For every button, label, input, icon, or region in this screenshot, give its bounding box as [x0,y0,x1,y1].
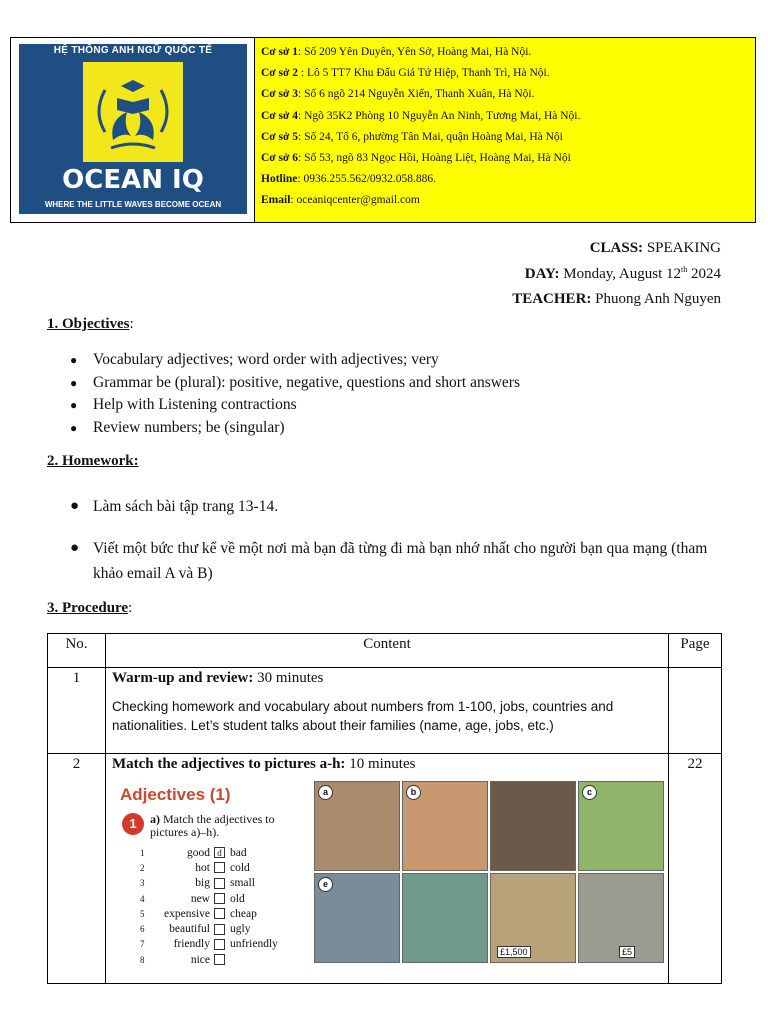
list-item: 3 big small [140,877,255,890]
row-content [106,668,669,754]
task-instruction: a) Match the adjectives to pictures a)–h). [150,812,275,839]
answer-box [214,878,225,889]
price-tag: £1,500 [497,946,531,958]
answer-box [214,862,225,873]
picture-witch [490,781,576,871]
list-item: 2 hot cold [140,861,250,874]
list-item: 4 new old [140,892,245,905]
logo-top-text: HỆ THỐNG ANH NGỮ QUỐC TẾ [53,45,213,56]
hotline: Hotline: 0936.255.562/0932.058.886. [261,173,437,186]
procedure-heading: 3. Procedure: [47,600,133,616]
teacher-line: TEACHER: Phuong Anh Nguyen [512,291,721,307]
row-number: 1 [48,668,106,754]
worksheet-heading: Adjectives (1) [120,785,231,804]
adjective-pairs [140,845,278,967]
answer-box [214,908,225,919]
picture-a: a [314,781,400,871]
list-item: ● Grammar be (plural): positive, negative, questions and short answers [70,372,520,395]
table-header-row [48,634,722,668]
picture-man [402,873,488,963]
row-title: Warm-up and review: 30 minutes [112,670,324,686]
list-item: 7 friendly unfriendly [140,938,278,951]
answer-box [214,893,225,904]
picture-b: b [402,781,488,871]
email: Email: oceaniqcenter@gmail.com [261,194,420,207]
logo-slogan: WHERE THE LITTLE WAVES BECOME OCEAN [44,200,222,209]
branch-line: Cơ sở 2 : Lô 5 TT7 Khu Đấu Giá Tứ Hiệp, Thanh Trì, Hà Nội. [261,67,550,80]
logo [11,38,255,222]
list-item: 1 good d bad [140,846,247,859]
table-row [48,668,722,754]
row-page: 22 [669,754,722,984]
list-item: ● Review numbers; be (singular) [70,417,520,440]
list-item: ● Vocabulary adjectives; word order with adjectives; very [70,349,520,372]
objectives-heading: 1. Objectives: [47,316,134,332]
objectives-list [70,349,520,439]
price-tag: £5 [619,946,635,958]
row-number: 2 [48,754,106,984]
branch-line: Cơ sở 3: Số 6 ngõ 214 Nguyễn Xiển, Thanh Xuân, Hà Nội. [261,88,535,101]
row-title: Match the adjectives to pictures a-h: 10 minutes [112,756,416,772]
branch-info [255,38,755,222]
picture-watch-expensive [490,873,576,963]
day-line: DAY: Monday, August 12th 2024 [524,264,721,282]
class-info [512,236,721,313]
row-page [669,668,722,754]
answer-box [214,924,225,935]
picture-c: c [578,781,664,871]
column-header-no: No. [48,634,106,668]
adjectives-worksheet [112,781,664,966]
dolphin-emblem-icon [83,62,183,162]
list-item: ● Help with Listening contractions [70,394,520,417]
answer-box [214,939,225,950]
worksheet-exercise [112,781,312,966]
answer-box: d [214,847,225,858]
branch-line: Cơ sở 4: Ngõ 35K2 Phòng 10 Nguyễn An Ninh, Tương Mai, Hà Nội. [261,109,581,122]
homework-list [70,494,730,586]
picture-grid [312,781,664,963]
list-item: 6 beautiful ugly [140,923,251,936]
branch-line: Cơ sở 1: Số 209 Yên Duyên, Yên Sở, Hoàng Mai, Hà Nội. [261,46,532,58]
table-row [48,754,722,984]
answer-box [214,954,225,965]
homework-heading: 2. Homework: [47,453,139,469]
list-item: ● Viết một bức thư kể về một nơi mà bạn đã từng đi mà bạn nhớ nhất cho người bạn qua mạng (tham khảo email A và B) [70,536,730,586]
row-content [106,754,669,984]
column-header-content: Content [106,634,669,668]
logo-panel [19,44,247,214]
task-number-badge: 1 [122,813,144,835]
branch-line: Cơ sở 6: Số 53, ngõ 83 Ngọc Hồi, Hoàng Liệt, Hoàng Mai, Hà Nội [261,151,571,164]
list-item: 8 nice [140,952,278,967]
logo-name: OCEAN IQ [62,165,204,195]
branch-line: Cơ sở 5: Số 24, Tổ 6, phường Tân Mai, quận Hoàng Mai, Hà Nội [261,130,563,143]
list-item: 5 expensive cheap [140,907,257,920]
picture-watch-cheap [578,873,664,963]
class-line: CLASS: SPEAKING [589,240,721,256]
letterhead [10,37,756,223]
picture-e: e [314,873,400,963]
list-item: ● Làm sách bài tập trang 13-14. [70,494,730,519]
column-header-page: Page [669,634,722,668]
row-description: Checking homework and vocabulary about numbers from 1-100, jobs, countries and nationalities. Let’s student talks about their families (name, age, jobs, etc.) [112,699,614,733]
procedure-table [47,633,722,984]
